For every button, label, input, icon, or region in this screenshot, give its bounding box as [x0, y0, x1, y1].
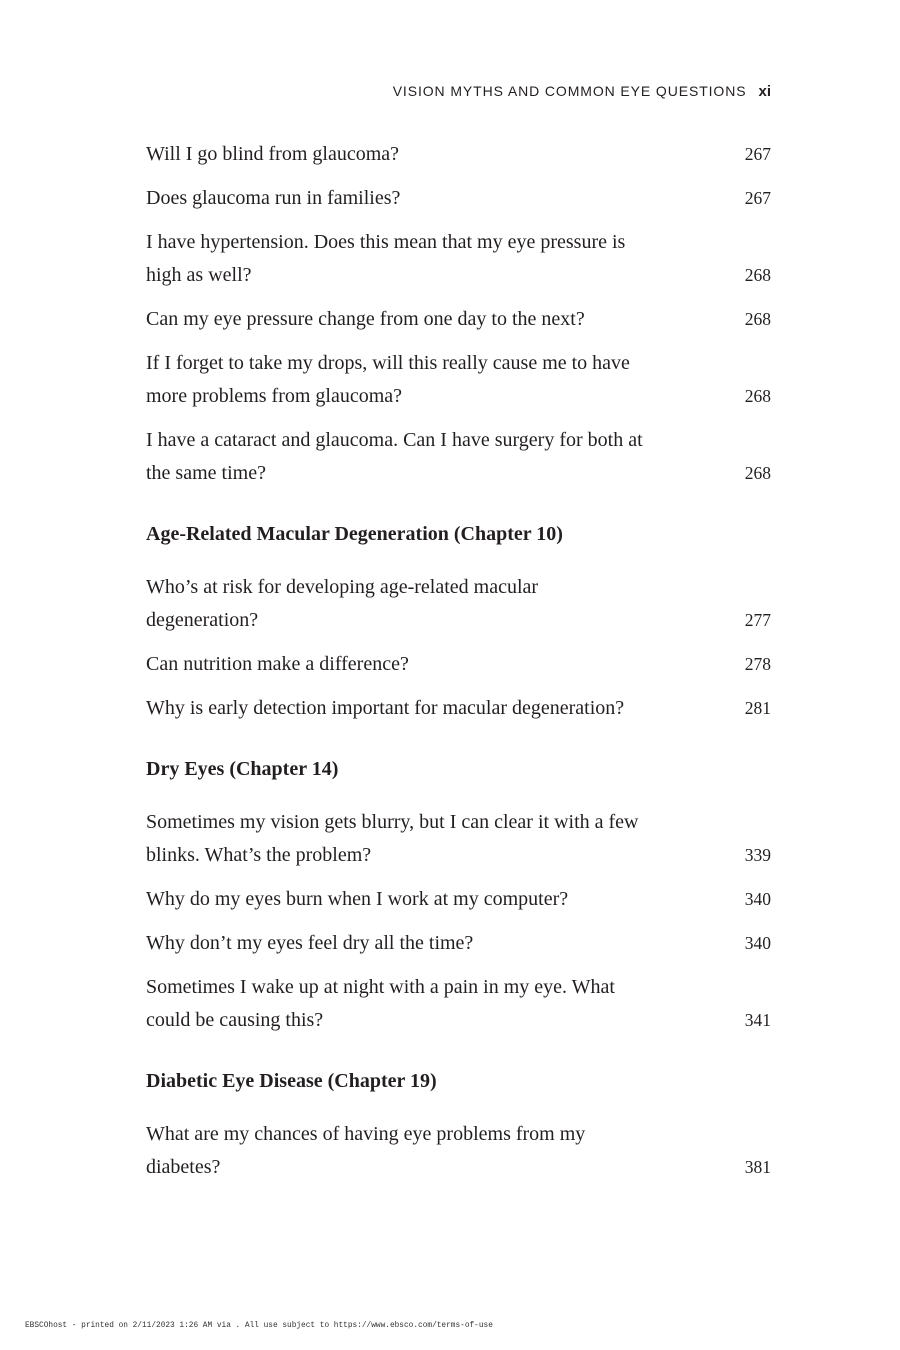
toc-question: Why is early detection important for macular degeneration?: [146, 697, 625, 719]
toc-entry: [146, 648, 771, 681]
print-footer: EBSCOhost - printed on 2/11/2023 1:26 AM via . All use subject to https://www.ebsco.com/terms-of-use: [25, 1322, 493, 1330]
toc-entry: [146, 927, 771, 960]
toc-entry: [146, 1118, 771, 1184]
toc-entry: [146, 571, 771, 637]
toc-entry: [146, 303, 771, 336]
toc-page-number: 341: [744, 1010, 771, 1030]
table-of-contents: [146, 138, 771, 1195]
toc-entry: [146, 182, 771, 215]
toc-page-number: 340: [744, 889, 771, 909]
toc-entry: [146, 347, 771, 413]
toc-page-number: 381: [744, 1157, 771, 1177]
toc-page-number: 268: [744, 386, 771, 406]
section-heading: Age-Related Macular Degeneration (Chapter 10): [146, 523, 563, 545]
section-heading: Diabetic Eye Disease (Chapter 19): [146, 1070, 437, 1092]
running-header: [393, 83, 771, 100]
toc-question: Does glaucoma run in families?: [146, 187, 401, 209]
toc-entry: [146, 226, 771, 292]
toc-page-number: 268: [744, 265, 771, 285]
toc-question: Sometimes I wake up at night with a pain in my eye. What could be causing this?: [146, 976, 615, 1031]
toc-question: Who’s at risk for developing age-related macular degeneration?: [146, 576, 539, 631]
toc-page-number: 340: [744, 933, 771, 953]
toc-page-number: 277: [744, 610, 771, 630]
toc-question: Sometimes my vision gets blurry, but I can clear it with a few blinks. What’s the problem?: [146, 811, 639, 866]
toc-entry: [146, 806, 771, 872]
toc-page-number: 278: [744, 654, 771, 674]
toc-entry: [146, 883, 771, 916]
toc-question: What are my chances of having eye problems from my diabetes?: [146, 1123, 586, 1178]
toc-question: I have hypertension. Does this mean that my eye pressure is high as well?: [146, 231, 626, 286]
toc-question: Will I go blind from glaucoma?: [146, 143, 400, 165]
toc-page-number: 339: [744, 845, 771, 865]
toc-page-number: 268: [744, 309, 771, 329]
toc-entry: [146, 138, 771, 171]
toc-page-number: 281: [744, 698, 771, 718]
toc-entry: [146, 971, 771, 1037]
toc-entry: [146, 692, 771, 725]
page-number: xi: [758, 83, 771, 100]
toc-question: I have a cataract and glaucoma. Can I have surgery for both at the same time?: [146, 429, 643, 484]
toc-page-number: 267: [744, 188, 771, 208]
toc-entry: [146, 424, 771, 490]
toc-page-number: 267: [744, 144, 771, 164]
toc-page-number: 268: [744, 463, 771, 483]
toc-question: Why do my eyes burn when I work at my computer?: [146, 888, 569, 910]
toc-question: If I forget to take my drops, will this really cause me to have more problems from glaucoma?: [146, 352, 630, 407]
running-title: VISION MYTHS AND COMMON EYE QUESTIONS: [392, 83, 747, 99]
section-heading: Dry Eyes (Chapter 14): [146, 758, 339, 780]
toc-question: Why don’t my eyes feel dry all the time?: [146, 932, 474, 954]
toc-question: Can my eye pressure change from one day to the next?: [146, 308, 585, 330]
toc-question: Can nutrition make a difference?: [146, 653, 409, 675]
